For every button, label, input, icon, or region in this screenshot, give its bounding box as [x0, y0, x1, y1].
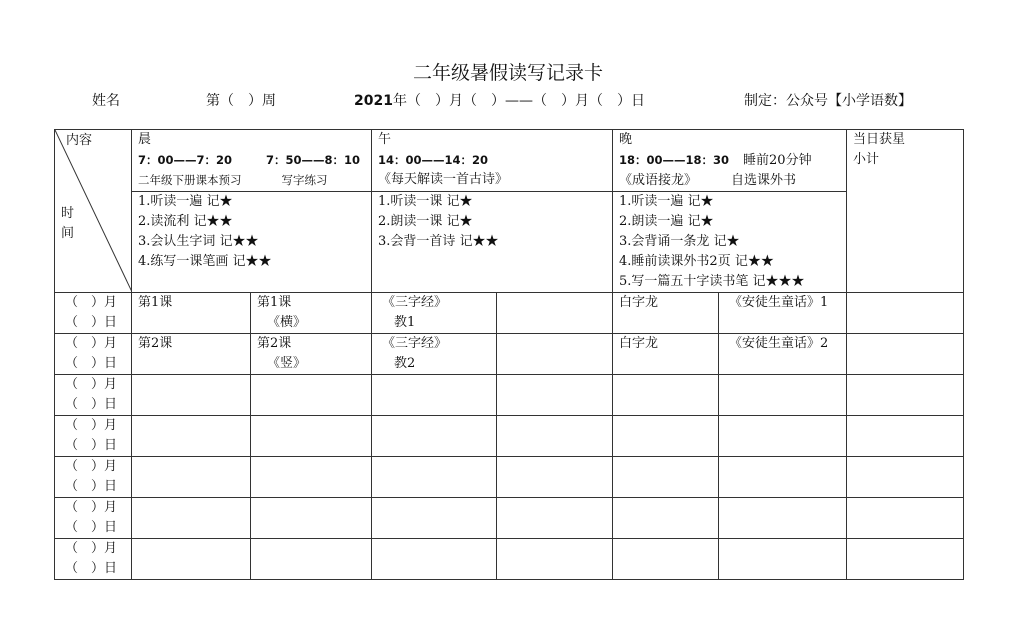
day-field[interactable]: （ ）日 [65, 520, 118, 535]
morning-writing-cell[interactable] [251, 334, 372, 375]
evening-idiom-cell[interactable] [613, 498, 719, 539]
noon-extra-cell[interactable] [497, 334, 613, 375]
noon-extra-cell[interactable] [497, 498, 613, 539]
date-cell[interactable] [55, 539, 132, 580]
morning-reading-cell[interactable] [132, 539, 251, 580]
date-range-rest: 年（ ）月（ ）——（ ）月（ ）日 [392, 93, 645, 109]
noon-extra-cell[interactable] [497, 416, 613, 457]
evening-idiom-cell[interactable] [613, 457, 719, 498]
date-cell[interactable] [55, 498, 132, 539]
stars-header-line-1: 当日获星 [853, 132, 906, 147]
morning-reading-cell[interactable] [132, 498, 251, 539]
header-row-2 [55, 192, 964, 293]
evening-sub-2: 自选课外书 [731, 173, 797, 188]
evening-tasks [613, 192, 847, 293]
month-field[interactable]: （ ）月 [65, 377, 118, 392]
evening-book-cell[interactable] [719, 539, 847, 580]
noon-poem-cell[interactable] [372, 334, 497, 375]
corner-content-label: 内容 [66, 133, 93, 148]
cell-text: 《三字经》 [382, 295, 448, 310]
evening-idiom-cell[interactable] [613, 375, 719, 416]
stars-total-cell[interactable] [847, 293, 964, 334]
noon-extra-cell[interactable] [497, 539, 613, 580]
noon-time-1: 14：00——14：20 [378, 153, 489, 167]
month-field[interactable]: （ ）月 [65, 459, 118, 474]
date-cell[interactable] [55, 293, 132, 334]
noon-extra-cell[interactable] [497, 375, 613, 416]
cell-text: 《竖》 [267, 356, 307, 371]
week-label: 第（ ）周 [206, 93, 276, 109]
morning-time-2: 7：50——8：10 [266, 153, 361, 167]
evening-time-2: 睡前20分钟 [743, 153, 812, 168]
month-field[interactable]: （ ）月 [65, 500, 118, 515]
evening-idiom-cell[interactable] [613, 416, 719, 457]
day-field[interactable]: （ ）日 [65, 438, 118, 453]
noon-extra-cell[interactable] [497, 457, 613, 498]
stars-header-line-2: 小计 [853, 152, 880, 167]
table-row [55, 539, 964, 580]
noon-poem-cell[interactable] [372, 539, 497, 580]
cell-text: 《安徒生童话》2 [729, 336, 829, 351]
morning-reading-cell[interactable] [132, 375, 251, 416]
morning-reading-cell[interactable] [132, 416, 251, 457]
day-field[interactable]: （ ）日 [65, 561, 118, 576]
noon-poem-cell[interactable] [372, 416, 497, 457]
morning-time-1: 7：00——7：20 [138, 153, 233, 167]
morning-task: 1.听读一遍 记★ [138, 194, 233, 209]
noon-tasks [372, 192, 613, 293]
evening-book-cell[interactable] [719, 334, 847, 375]
morning-reading-cell[interactable] [132, 457, 251, 498]
evening-book-cell[interactable] [719, 457, 847, 498]
morning-tasks [132, 192, 372, 293]
evening-book-cell[interactable] [719, 293, 847, 334]
date-cell[interactable] [55, 375, 132, 416]
year: 2021 [354, 93, 393, 109]
date-cell[interactable] [55, 416, 132, 457]
evening-task: 3.会背诵一条龙 记★ [619, 234, 740, 249]
evening-task: 4.睡前读课外书2页 记★★ [619, 254, 774, 269]
page-title: 二年级暑假读写记录卡 [412, 62, 603, 84]
stars-total-cell[interactable] [847, 375, 964, 416]
noon-task: 3.会背一首诗 记★★ [378, 234, 499, 249]
noon-label: 午 [378, 132, 392, 147]
morning-task: 4.练写一课笔画 记★★ [138, 254, 272, 269]
cell-text: 白字龙 [619, 295, 659, 310]
morning-reading-cell[interactable] [132, 293, 251, 334]
evening-book-cell[interactable] [719, 375, 847, 416]
evening-task: 5.写一篇五十字读书笔 记★★★ [619, 274, 805, 289]
noon-sub-1: 《每天解读一首古诗》 [378, 172, 509, 187]
stars-total-cell[interactable] [847, 416, 964, 457]
cell-text: 教2 [394, 356, 416, 371]
record-table [54, 129, 964, 580]
noon-header [372, 130, 613, 192]
cell-text: 教1 [394, 315, 416, 330]
month-field[interactable]: （ ）月 [65, 541, 118, 556]
evening-book-cell[interactable] [719, 416, 847, 457]
morning-task: 2.读流利 记★★ [138, 214, 233, 229]
month-field[interactable]: （ ）月 [65, 418, 118, 433]
table-row [55, 375, 964, 416]
stars-total-cell[interactable] [847, 334, 964, 375]
noon-poem-cell[interactable] [372, 293, 497, 334]
evening-header [613, 130, 847, 192]
evening-time-1: 18：00——18：30 [619, 153, 730, 167]
morning-header [132, 130, 372, 192]
noon-task: 2.朗读一课 记★ [378, 214, 473, 229]
date-range [354, 90, 645, 110]
stars-total-cell[interactable] [847, 457, 964, 498]
day-field[interactable]: （ ）日 [65, 315, 118, 330]
table-row [55, 416, 964, 457]
morning-sub-2: 写字练习 [281, 173, 328, 187]
name-label: 姓名 [92, 93, 120, 109]
cell-text: 第2课 [138, 336, 173, 351]
credit: 制定：公众号【小学语数】 [744, 93, 912, 109]
morning-writing-cell[interactable] [251, 375, 372, 416]
stars-total-cell[interactable] [847, 498, 964, 539]
evening-idiom-cell[interactable] [613, 539, 719, 580]
evening-label: 晚 [619, 132, 633, 147]
evening-sub-1: 《成语接龙》 [619, 173, 698, 188]
corner-cell [55, 130, 132, 293]
day-field[interactable]: （ ）日 [65, 479, 118, 494]
date-cell[interactable] [55, 457, 132, 498]
morning-sub-1: 二年级下册课本预习 [138, 173, 242, 187]
table-row [55, 293, 964, 334]
cell-text: 《三字经》 [382, 336, 448, 351]
evening-task: 1.听读一遍 记★ [619, 194, 714, 209]
corner-time-label: 时 间 [61, 206, 75, 241]
morning-writing-cell[interactable] [251, 498, 372, 539]
morning-reading-cell[interactable] [132, 334, 251, 375]
morning-task: 3.会认生字词 记★★ [138, 234, 259, 249]
cell-text: 第1课 [257, 295, 292, 310]
stars-header [847, 130, 964, 293]
day-field[interactable]: （ ）日 [65, 356, 118, 371]
noon-poem-cell[interactable] [372, 375, 497, 416]
stars-total-cell[interactable] [847, 539, 964, 580]
cell-text: 第2课 [257, 336, 292, 351]
noon-task: 1.听读一课 记★ [378, 194, 473, 209]
morning-label: 晨 [138, 132, 152, 147]
month-field[interactable]: （ ）月 [65, 336, 118, 351]
table-row [55, 457, 964, 498]
day-field[interactable]: （ ）日 [65, 397, 118, 412]
noon-poem-cell[interactable] [372, 498, 497, 539]
morning-writing-cell[interactable] [251, 457, 372, 498]
morning-writing-cell[interactable] [251, 539, 372, 580]
morning-writing-cell[interactable] [251, 293, 372, 334]
evening-book-cell[interactable] [719, 498, 847, 539]
month-field[interactable]: （ ）月 [65, 295, 118, 310]
header-row-1 [55, 130, 964, 192]
evening-idiom-cell[interactable] [613, 293, 719, 334]
table-row [55, 498, 964, 539]
cell-text: 《横》 [267, 315, 307, 330]
evening-task: 2.朗读一遍 记★ [619, 214, 714, 229]
cell-text: 第1课 [138, 295, 173, 310]
morning-writing-cell[interactable] [251, 416, 372, 457]
noon-extra-cell[interactable] [497, 293, 613, 334]
table-row [55, 334, 964, 375]
date-cell[interactable] [55, 334, 132, 375]
cell-text: 《安徒生童话》1 [729, 295, 829, 310]
evening-idiom-cell[interactable] [613, 334, 719, 375]
cell-text: 白字龙 [619, 336, 659, 351]
noon-poem-cell[interactable] [372, 457, 497, 498]
